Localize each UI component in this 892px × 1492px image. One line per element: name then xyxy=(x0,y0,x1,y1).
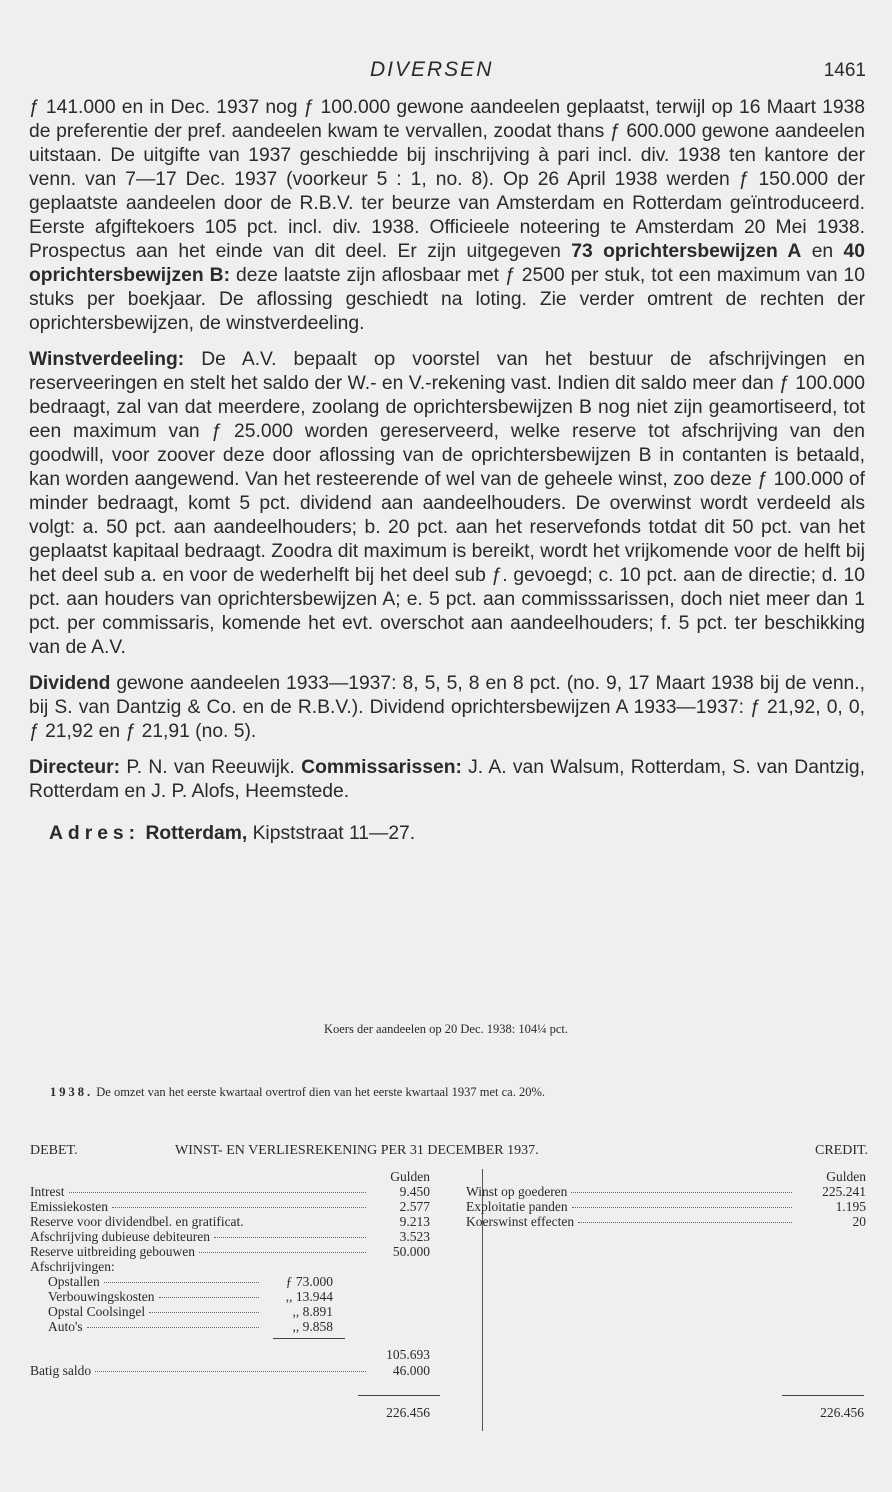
label-directeur: Directeur: xyxy=(29,757,121,778)
subtotal-amount: 105.693 xyxy=(386,1347,430,1362)
label-adres: Adres: xyxy=(49,823,141,844)
paragraph-directors: Directeur: P. N. van Reeuwijk. Commissarissen: J. A. van Walsum, Rotterdam, S. van Dantzig, Rotterdam en J. P. Alofs, Heemstede. xyxy=(29,757,866,802)
label-dividend: Dividend xyxy=(29,673,111,694)
batig-saldo-row: Batig saldo 46.000 xyxy=(30,1363,430,1378)
debit-row: Reserve voor dividendbel. en gratificat. 9.213 xyxy=(30,1214,430,1229)
sub-row: Auto's ,, 9.858 xyxy=(48,1319,333,1334)
debet-header: DEBET. xyxy=(30,1143,78,1158)
page-header xyxy=(0,58,892,86)
page-number: 1461 xyxy=(823,60,866,81)
debit-total: 226.456 xyxy=(386,1405,430,1420)
sub-row: Verbouwingskosten ,, 13.944 xyxy=(48,1289,333,1304)
label-winstverdeeling: Winstverdeeling: xyxy=(29,349,185,370)
address-city: Rotterdam, xyxy=(145,823,248,844)
body-text xyxy=(29,96,865,858)
credit-row: Koerswinst effecten 20 xyxy=(466,1214,866,1229)
afschrijvingen-label: Afschrijvingen: xyxy=(30,1259,115,1274)
credit-total: 226.456 xyxy=(820,1405,864,1420)
credit-total-rule xyxy=(782,1395,864,1396)
debit-row: Afschrijving dubieuse debiteuren 3.523 xyxy=(30,1229,430,1244)
debit-total-rule xyxy=(358,1395,440,1396)
running-title: DIVERSEN xyxy=(370,58,494,81)
debit-row: Emissiekosten 2.577 xyxy=(30,1199,430,1214)
omzet-note: 1938. De omzet van het eerste kwartaal overtrof dien van het eerste kwartaal 1937 met ca. 20%. xyxy=(50,1085,546,1099)
credit-header: CREDIT. xyxy=(814,1143,868,1158)
subtotal-rule xyxy=(273,1338,345,1339)
koers-note: Koers der aandeelen op 20 Dec. 1938: 104¼ pct. xyxy=(323,1022,569,1036)
profit-loss-account xyxy=(30,1143,868,1443)
address-street: Kipststraat 11—27. xyxy=(247,823,416,844)
label-commissarissen: Commissarissen: xyxy=(301,757,462,778)
credit-row: Winst op goederen 225.241 xyxy=(466,1184,866,1199)
debit-row: Intrest 9.450 xyxy=(30,1184,430,1199)
paragraph-dividend: Dividend gewone aandeelen 1933—1937: 8, 5, 5, 8 en 8 pct. (no. 9, 17 Maart 1938 bij de venn., bij S. van Dantzig & Co. en de R.B.V.). Dividend oprichtersbewijzen A 1933—1937: ƒ 21,92, 0, 0, ƒ 21,92 en ƒ 21,91 (no. 5). xyxy=(29,673,865,742)
gulden-right: Gulden xyxy=(826,1169,866,1184)
paragraph-address xyxy=(29,822,865,846)
gulden-left: Gulden xyxy=(390,1169,430,1184)
debit-row: Reserve uitbreiding gebouwen 50.000 xyxy=(30,1244,430,1259)
paragraph-shares: ƒ 141.000 en in Dec. 1937 nog ƒ 100.000 gewone aandeelen geplaatst, terwijl op 16 Maart 1938 de preferentie der pref. aandeelen kwam te vervallen, zoodat thans ƒ 600.000 gewone aandeelen uitstaan. De uitgifte van 1937 geschiedde bij inschrijving à pari incl. div. 1938 ten kantore der venn. van 7—17 Dec. 1937 (voorkeur 5 : 1, no. 8). Op 26 April 1938 werden ƒ 150.000 der geplaatste aandeelen door de R.B.V. ter beurze van Amsterdam en Rotterdam geïntroduceerd. Eerste afgiftekoers 105 pct. incl. div. 1938. Officieele noteering te Amsterdam 20 Mei 1938. Prospectus aan het einde van dit deel. Er zijn uitgegeven 73 oprichtersbewijzen A en 40 oprichtersbewijzen B: deze laatste zijn aflosbaar met ƒ 2500 per stuk, tot een maximum van 10 stuks per boekjaar. De aflossing geschiedt na loting. Zie verder omtrent de rechten der oprichtersbewijzen, de winstverdeeling. xyxy=(29,97,865,334)
sub-row: Opstal Coolsingel ,, 8.891 xyxy=(48,1304,333,1319)
ledger-title: WINST- EN VERLIESREKENING PER 31 DECEMBER 1937. xyxy=(175,1143,539,1158)
sub-row: Opstallen ƒ 73.000 xyxy=(48,1274,333,1289)
year-label: 1938. xyxy=(50,1085,94,1099)
credit-row: Exploitatie panden 1.195 xyxy=(466,1199,866,1214)
paragraph-winstverdeeling: Winstverdeeling: De A.V. bepaalt op voorstel van het bestuur de afschrijvingen en reserveeringen en stelt het saldo der W.- en V.-rekening vast. Indien dit saldo meer dan ƒ 100.000 bedraagt, zal van dat meerdere, zoolang de oprichtersbewijzen B nog niet zijn geamortiseerd, tot een maximum van ƒ 25.000 worden gereserveerd, welke reserve tot afschrijving van den goodwill, voor zoover deze door aflossing van de oprichtersbewijzen B in contanten is betaald, kan worden aangewend. Van het resteerende of wel van de geheele winst, zoo deze ƒ 100.000 of minder bedraagt, komt 5 pct. dividend aan aandeelhouders. De overwinst wordt verdeeld als volgt: a. 50 pct. aan aandeelhouders; b. 20 pct. aan het reservefonds totdat dit 50 pct. van het geplaatst kapitaal bedraagt. Zoodra dit maximum is bereikt, wordt het vrijkomende voor de helft bij het deel sub a. en voor de wederhelft bij het deel sub ƒ. gevoegd; c. 10 pct. aan de directie; d. 10 pct. aan houders van oprichtersbewijzen A; e. 5 pct. aan commisssarissen, doch niet meer dan 1 pct. per commissaris, komende het evt. overschot aan aandeelhouders; f. 5 pct. ter beschikking van de A.V. xyxy=(29,349,865,658)
